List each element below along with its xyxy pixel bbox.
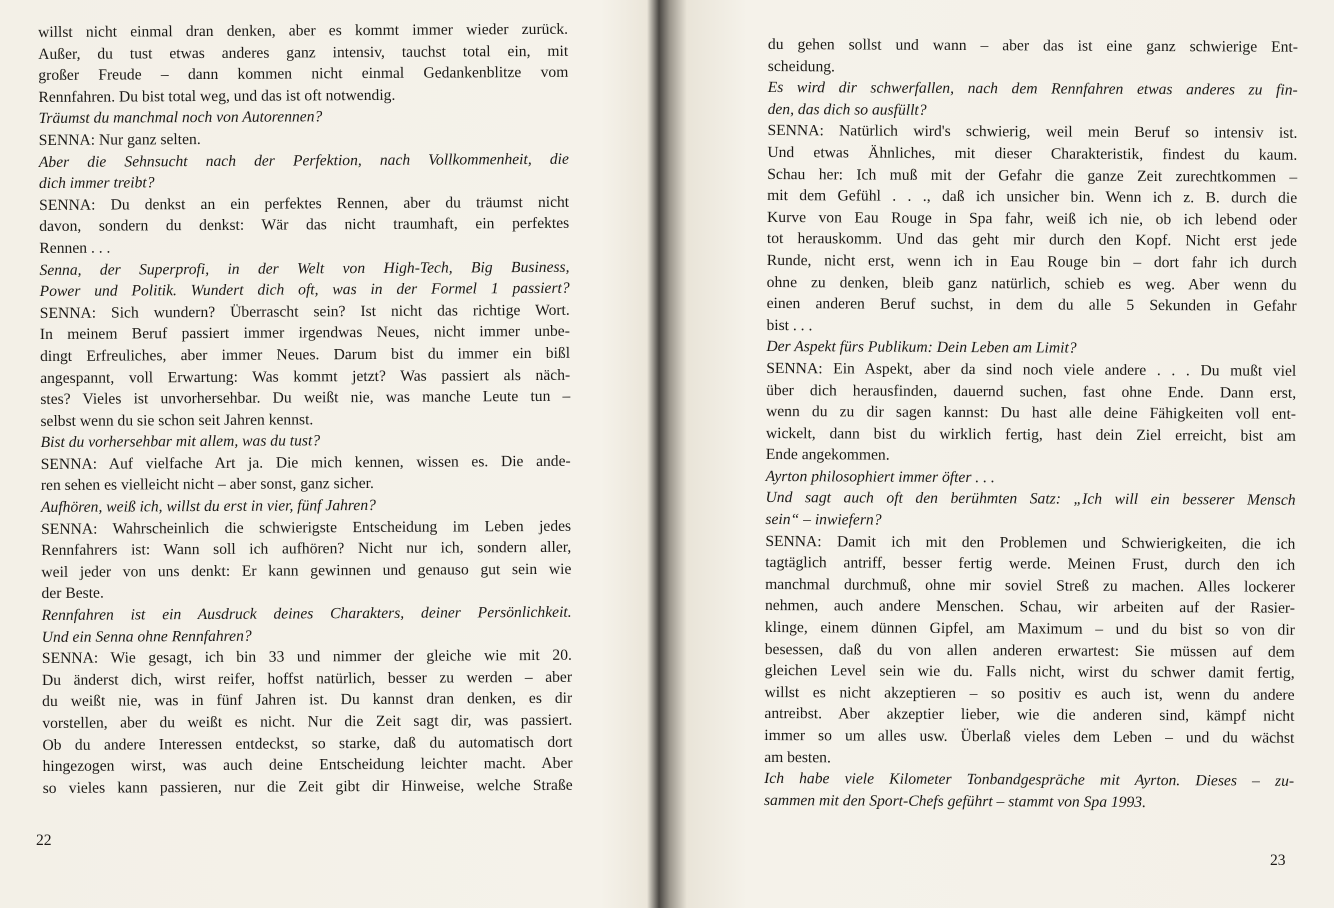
text-line: Kurve von Eau Rouge in Spa fahr, weiß ich nie, ob ich lebend oder bbox=[766, 208, 1298, 229]
right-page-number: 23 bbox=[1270, 852, 1286, 869]
text-line: klinge, einem dünnen Gipfel, am Maximum – und du bist so von dir bbox=[764, 619, 1295, 639]
text-line: dingt Erfreuliches, aber immer Neues. Darum bist du immer ein bißl bbox=[39, 344, 571, 365]
question-line: Power und Politik. Wundert dich oft, was in der Formel 1 passiert? bbox=[39, 279, 570, 301]
text-line: SENNA: Du denkst an ein perfektes Rennen, aber du träumst nicht bbox=[39, 193, 570, 214]
right-page-text bbox=[764, 34, 1298, 814]
question-line: Senna, der Superprofi, in der Welt von High-Tech, Big Business, bbox=[39, 258, 570, 279]
text-line: vorstellen, aber du weißt es nicht. Nur die Zeit sagt dir, was passiert. bbox=[42, 711, 573, 732]
text-line: SENNA: Wie gesagt, ich bin 33 und nimmer der gleiche wie mit 20. bbox=[41, 646, 572, 668]
question-line: Und ein Senna ohne Rennfahren? bbox=[41, 627, 252, 646]
text-line: so vieles kann passieren, nur die Zeit gibt dir Hinweise, welche Straße bbox=[42, 776, 573, 797]
text-line: wickelt, dann bist du wirklich fertig, hast dein Ziel erreicht, bist am bbox=[765, 424, 1296, 445]
text-line: scheidung. bbox=[767, 57, 836, 75]
text-line: bist . . . bbox=[766, 316, 813, 334]
text-line: selbst wenn du sie schon seit Jahren kennst. bbox=[40, 411, 314, 430]
question-line: Aber die Sehnsucht nach der Perfektion, nach Vollkommenheit, die bbox=[38, 150, 569, 171]
left-page-text bbox=[38, 19, 573, 800]
text-line: über dich herausfinden, dauernd suchen, fast ohne Ende. Dann erst, bbox=[766, 381, 1297, 402]
text-line: weil jeder von uns denkt: Er kann gewinnen und genauso gut sein wie bbox=[41, 560, 572, 581]
text-line: SENNA: Nur ganz selten. bbox=[38, 130, 201, 149]
text-line: stes? Vieles ist unvorhersehbar. Du weißt nie, was manche Leute tun – bbox=[40, 387, 571, 409]
text-line: mit dem Gefühl . . ., daß ich unsicher bin. Wenn ich z. B. durch die bbox=[767, 187, 1298, 207]
text-line: In meinem Beruf passiert immer irgendwas Neues, nicht immer unbe- bbox=[39, 323, 570, 344]
text-line: Schau her: Ich muß mit der Gefahr die ganze Zeit zurechtkommen – bbox=[767, 165, 1298, 186]
question-line: Träumst du manchmal noch von Autorennen? bbox=[38, 108, 323, 128]
text-line: willst es nicht akzeptieren – so positiv es auch ist, wenn du andere bbox=[764, 683, 1295, 704]
text-line: Rennfahrers ist: Wann soll ich aufhören? Nicht nur ich, sondern aller, bbox=[41, 539, 572, 560]
right-page bbox=[674, 0, 1334, 908]
text-line: Rennen . . . bbox=[39, 239, 111, 257]
question-line: Bist du vorhersehbar mit allem, was du tust? bbox=[40, 432, 321, 452]
text-line: hingezogen wirst, was auch deine Entscheidung leichter macht. Aber bbox=[42, 754, 573, 776]
text-line: Ende angekommen. bbox=[765, 446, 890, 464]
text-line: Runde, nicht erst, wenn ich in Eau Rouge bin – dort fahr ich durch bbox=[766, 251, 1297, 272]
left-page-number: 22 bbox=[36, 832, 52, 849]
text-line: tagtäglich antriff, besser fertig werde. Meinen Frust, durch den ich bbox=[765, 554, 1296, 575]
text-line: wenn du zu dir sagen kannst: Du hast alle deine Fähigkeiten voll ent- bbox=[765, 403, 1297, 423]
text-line: Du änderst dich, wirst reifer, hoffst natürlich, besser zu werden – aber bbox=[41, 668, 573, 689]
text-line: du weißt nie, was in fünf Jahren ist. Du kannst dran denken, es dir bbox=[42, 690, 573, 711]
text-line: davon, sondern du denkst: Wär das nicht traumhaft, ein perfektes bbox=[39, 215, 570, 236]
text-line: SENNA: Damit ich mit den Problemen und Schwierigkeiten, die ich bbox=[765, 532, 1296, 553]
text-line: gleichen Level sein wie du. Falls nicht, wirst du schwer damit fertig, bbox=[764, 662, 1295, 682]
text-line: ohne zu denken, bleib ganz natürlich, schieb es weg. Aber wenn du bbox=[766, 273, 1297, 294]
text-line: du gehen sollst und wann – aber das ist eine ganz schwierige Ent- bbox=[767, 35, 1298, 56]
text-line: Ob du andere Interessen entdeckst, so starke, daß du automatisch dort bbox=[42, 733, 573, 754]
question-line: Es wird dir schwerfallen, nach dem Rennfahren etwas anderes zu fin- bbox=[767, 79, 1298, 99]
question-line: sein“ – inwiefern? bbox=[765, 511, 882, 529]
question-line: Und sagt auch oft den berühmten Satz: „Ich will ein besserer Mensch bbox=[765, 489, 1296, 510]
text-line: tot herauskomm. Und das geht mir durch den Kopf. Nicht erst jede bbox=[766, 230, 1297, 251]
text-line: der Beste. bbox=[41, 585, 104, 603]
text-line: besessen, daß du von allen anderen erwartest: Sie müssen auf dem bbox=[764, 640, 1295, 661]
text-line: SENNA: Wahrscheinlich die schwierigste Entscheidung im Leben jedes bbox=[41, 517, 572, 538]
text-line: nehmen, auch andere Menschen. Schau, wir arbeiten auf der Rasier- bbox=[764, 597, 1296, 618]
question-line: dich immer treibt? bbox=[38, 174, 155, 193]
text-line: manchmal durchmuß, ohne mir soviel Streß zu machen. Alles lockerer bbox=[765, 575, 1296, 596]
text-line: antreibst. Aber akzeptier lieber, wie die anderen sind, kämpf nicht bbox=[764, 705, 1295, 726]
text-line: SENNA: Sich wundern? Überrascht sein? Ist nicht das richtige Wort. bbox=[39, 301, 570, 322]
text-line: SENNA: Ein Aspekt, aber da sind noch viele andere . . . Du mußt viel bbox=[766, 359, 1297, 380]
text-line: angespannt, voll Erwartung: Was kommt jetzt? Was passiert als näch- bbox=[40, 366, 571, 387]
text-line: einen anderen Beruf suchst, in dem du alle 5 Sekunden in Gefahr bbox=[766, 295, 1297, 315]
question-line: sammen mit den Sport-Chefs geführt – stammt von Spa 1993. bbox=[763, 791, 1147, 811]
text-line: willst nicht einmal dran denken, aber es kommt immer wieder zurück. bbox=[38, 20, 569, 41]
text-line: Außer, du tust etwas anderes ganz intensiv, tauchst total ein, mit bbox=[38, 42, 569, 63]
text-line: ren sehen es vielleicht nicht – aber sonst, ganz sicher. bbox=[40, 475, 374, 495]
question-line: den, das dich so ausfüllt? bbox=[767, 100, 927, 119]
text-line: am besten. bbox=[764, 748, 831, 766]
question-line: Der Aspekt fürs Publikum: Dein Leben am Limit? bbox=[766, 338, 1077, 357]
left-page bbox=[0, 0, 662, 908]
text-line: SENNA: Auf vielfache Art ja. Die mich kennen, wissen es. Die ande- bbox=[40, 452, 571, 473]
question-line: Ich habe viele Kilometer Tonbandgespräche mit Ayrton. Dieses – zu- bbox=[764, 770, 1295, 790]
text-line: Rennfahren. Du bist total weg, und das ist oft notwendig. bbox=[38, 86, 396, 106]
question-line: Aufhören, weiß ich, willst du erst in vier, fünf Jahren? bbox=[40, 497, 376, 517]
text-line: SENNA: Natürlich wird's schwierig, weil mein Beruf so intensiv ist. bbox=[767, 122, 1298, 143]
text-line: immer so um alles usw. Überlaß vieles dem Leben – und du wächst bbox=[764, 726, 1295, 747]
question-line: Ayrton philosophiert immer öfter . . . bbox=[765, 467, 995, 487]
question-line: Rennfahren ist ein Ausdruck deines Charakters, deiner Persönlichkeit. bbox=[41, 603, 572, 625]
text-line: Und etwas Ähnliches, mit dieser Charakteristik, findest du kaum. bbox=[767, 143, 1298, 164]
text-line: großer Freude – dann kommen nicht einmal Gedankenblitze vom bbox=[38, 63, 569, 85]
